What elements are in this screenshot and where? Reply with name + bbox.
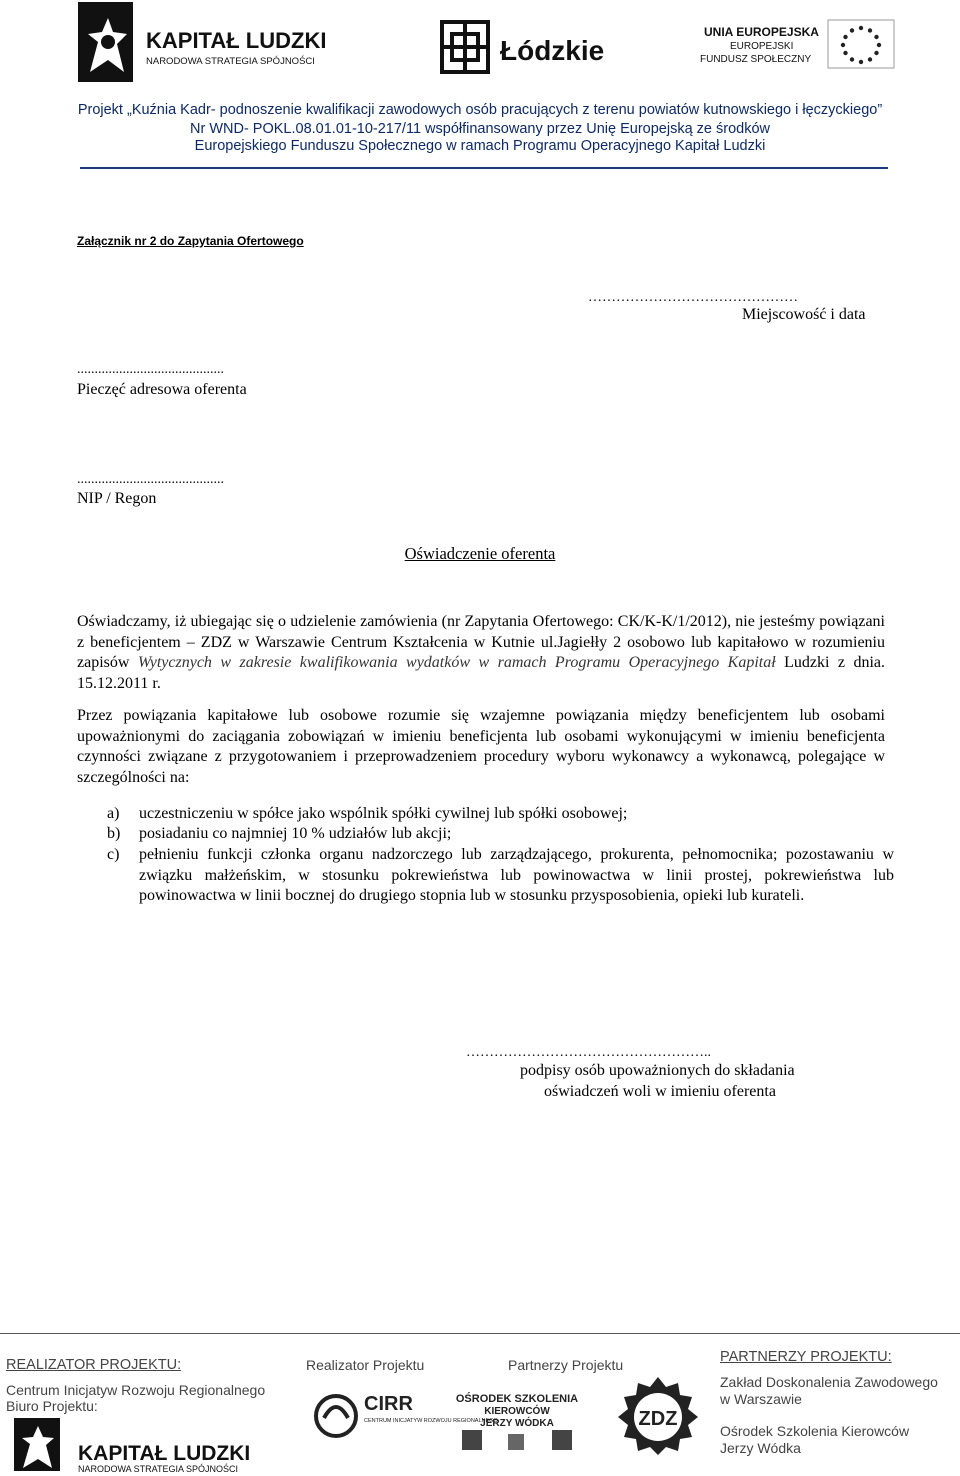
declaration-text: Oświadczamy, iż ubiegając się o udzielenie zamówienia (nr Zapytania Ofertowego: CK/K-K/1/2012), nie jesteśmy powiązani z beneficjentem – ZDZ w Warszawie Centrum Kształcenia w Kutnie ul.Jagiełły 2 osobowo lub kapitałowo w rozumieniu zapisów xyxy=(77,613,885,671)
osk-line2: KIEROWCÓW xyxy=(484,1406,550,1417)
list-item xyxy=(107,845,907,929)
project-number-line: Nr WND- POKL.08.01.01-10-217/11 współfinansowany przez Unię Europejską ze środków xyxy=(189,121,770,137)
kapital-ludzki-subtitle: NARODOWA STRATEGIA SPÓJNOŚCI xyxy=(146,56,315,67)
cirr-logo xyxy=(314,1388,498,1448)
header-divider xyxy=(80,167,888,169)
realizator-name: Centrum Inicjatyw Rozwoju Regionalnego xyxy=(6,1382,266,1398)
footer-divider xyxy=(0,1333,960,1334)
osk-logo xyxy=(452,1390,582,1452)
realizator-caption: Realizator Projektu xyxy=(306,1357,425,1373)
osk-line1: OŚRODEK SZKOLENIA xyxy=(455,1393,579,1405)
partnerzy-caption: Partnerzy Projektu xyxy=(508,1357,624,1373)
place-date-dots: ……………………………………… xyxy=(588,290,798,305)
partner1-line1: Zakład Doskonalenia Zawodowego xyxy=(720,1374,938,1390)
lodzkie-logo xyxy=(440,18,610,78)
list-item-label: c) xyxy=(107,846,120,863)
annex-title: Załącznik nr 2 do Zapytania Ofertowego xyxy=(77,234,304,248)
stamp-label: Pieczęć adresowa oferenta xyxy=(77,381,247,398)
realizator-heading: REALIZATOR PROJEKTU: xyxy=(6,1357,182,1373)
signature-line2: oświadczeń woli w imieniu oferenta xyxy=(544,1083,776,1100)
eu-line3: FUNDUSZ SPOŁECZNY xyxy=(700,54,812,65)
list-item-label: b) xyxy=(107,825,121,842)
zdz-text: ZDZ xyxy=(638,1408,678,1430)
partner2-line1: Ośrodek Szkolenia Kierowców xyxy=(720,1423,910,1439)
definition-paragraph: Przez powiązania kapitałowe lub osobowe rozumie się wzajemne powiązania między beneficjentem lub osobami upoważnionymi do zaciągania zobowiązań w imieniu beneficjenta lub osobami wykonującymi w imieniu beneficjenta czynności związane z przygotowaniem i przeprowadzeniem procedury wyboru wykonawcy a wykonawcą, polegające w szczególności na: xyxy=(77,707,885,786)
list-item-label: a) xyxy=(107,805,120,822)
cirr-subtext: CENTRUM INICJATYW ROZWOJU REGIONALNEGO xyxy=(364,1418,498,1424)
nip-label: NIP / Regon xyxy=(77,490,157,507)
osk-line3: JERZY WÓDKA xyxy=(480,1418,554,1429)
footer-kapital-ludzki-logo xyxy=(14,1418,274,1474)
project-fund-line: Europejskiego Funduszu Społecznego w ramach Programu Operacyjnego Kapitał Ludzki xyxy=(194,138,766,154)
signature-dots: …………………………………………….. xyxy=(466,1045,711,1060)
document-title: Oświadczenie oferenta xyxy=(404,544,556,563)
place-date-label: Miejscowość i data xyxy=(742,306,866,323)
guidelines-reference: Wytycznych w zakresie kwalifikowania wydatków w ramach Programu Operacyjnego Kapitał xyxy=(137,654,776,671)
partner1-line2: w Warszawie xyxy=(720,1391,802,1407)
list-item-text: posiadaniu co najmniej 10 % udziałów lub akcji; xyxy=(139,825,452,842)
partnerzy-heading: PARTNERZY PROJEKTU: xyxy=(720,1349,892,1365)
nip-dots: .......................................... xyxy=(77,472,224,487)
kapital-ludzki-logo xyxy=(78,2,343,82)
partner2-line2: Jerzy Wódka xyxy=(720,1440,801,1456)
eu-line2: EUROPEJSKI xyxy=(730,41,794,52)
footer-kl-subtitle: NARODOWA STRATEGIA SPÓJNOŚCI xyxy=(78,1464,239,1474)
zdz-logo xyxy=(612,1375,704,1455)
signature-line1: podpisy osób upoważnionych do składania xyxy=(520,1062,795,1079)
list-item xyxy=(107,804,907,825)
stamp-dots: .......................................... xyxy=(77,362,224,377)
eu-line1: UNIA EUROPEJSKA xyxy=(704,25,819,39)
eu-logo xyxy=(700,18,900,72)
cirr-text: CIRR xyxy=(364,1393,413,1415)
biuro-label: Biuro Projektu: xyxy=(6,1398,98,1414)
kapital-ludzki-title: KAPITAŁ LUDZKI xyxy=(146,28,327,53)
list-item-text: pełnieniu funkcji członka organu nadzorczego lub zarządzającego, prokurenta, pełnomocnika; pozostawaniu w związku małżeńskim, w stosunku pokrewieństwa lub powinowactwa w linii prostej, pokrewieństwa lub powinowactwa w linii bocznej do drugiego stopnia lub w stosunku przysposobienia, opieki lub kurateli. xyxy=(139,846,894,904)
list-item-text: uczestniczeniu w spółce jako wspólnik spółki cywilnej lub spółki osobowej; xyxy=(139,805,628,822)
footer-kl-title: KAPITAŁ LUDZKI xyxy=(78,1442,251,1465)
declaration-paragraph xyxy=(77,612,885,694)
declaration-date: Ludzki z dnia. 15.12.2011 r. xyxy=(77,654,885,692)
project-title-line: Projekt „Kuźnia Kadr- podnoszenie kwalifikacji zawodowych osób pracujących z terenu powiatów kutnowskiego i łęczyckiego” xyxy=(77,102,883,118)
list-item xyxy=(107,824,907,845)
lodzkie-text: Łódzkie xyxy=(500,35,605,66)
